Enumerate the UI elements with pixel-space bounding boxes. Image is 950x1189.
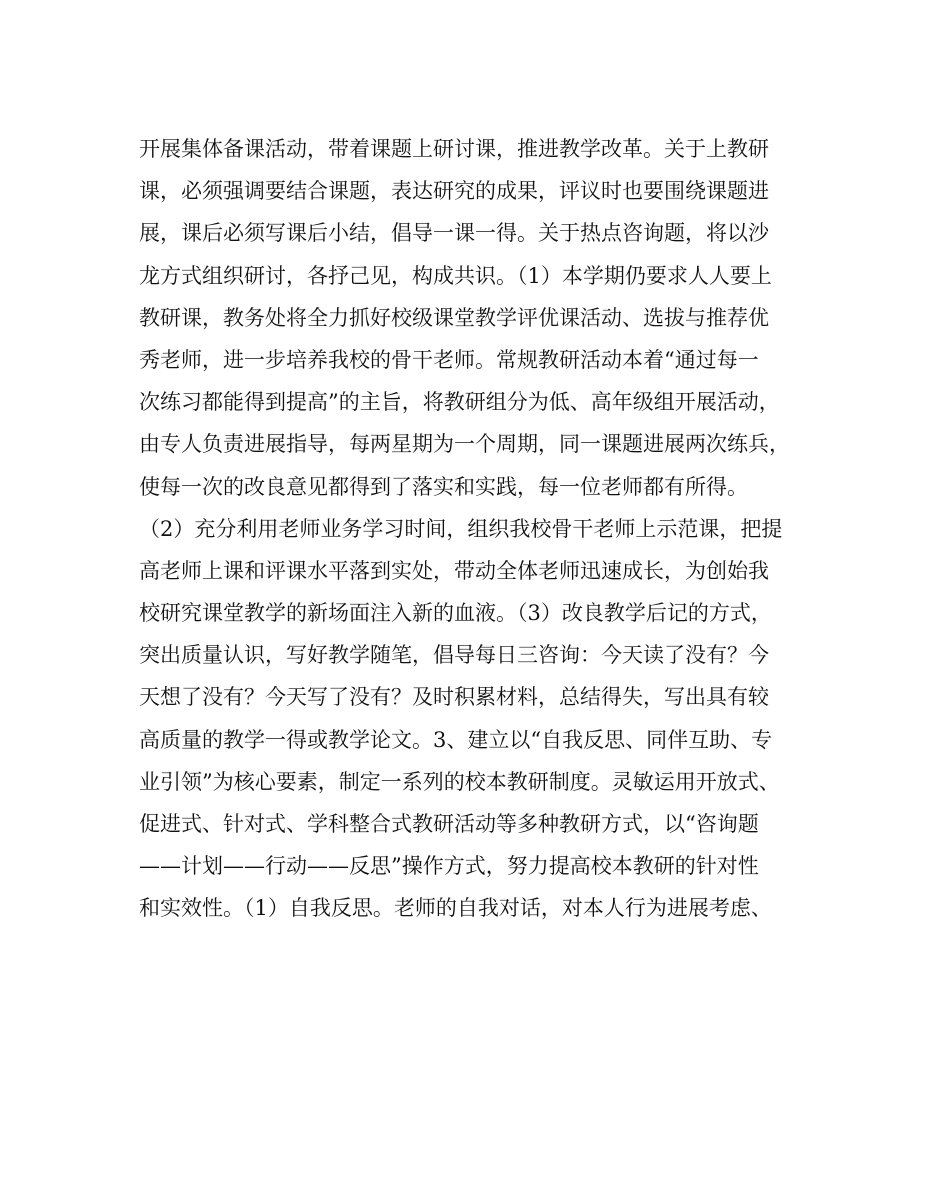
text-line: 校研究课堂教学的新场面注入新的血液。（3）改良教学后记的方式， [139,601,772,626]
text-line: 使每一次的改良意见都得到了落实和实践，每一位老师都有所得。 [139,474,748,499]
text-line: 秀老师，进一步培养我校的骨干老师。常规教研活动本着“通过每一 [139,347,759,372]
text-line: 课，必须强调要结合课题，表达研究的成果，评议时也要围绕课题进 [139,179,769,204]
text-line: 天想了没有？今天写了没有？及时积累材料，总结得失，写出具有较 [139,685,769,710]
text-line: 高老师上课和评课水平落到实处，带动全体老师迅速成长，为创始我 [139,558,769,583]
text-line: ——计划——行动——反思”操作方式，努力提高校本教研的针对性 [139,854,759,879]
text-line: （2）充分利用老师业务学习时间，组织我校骨干老师上示范课，把提 [139,516,783,541]
text-line: 突出质量认识，写好教学随笔，倡导每日三咨询：今天读了没有？今 [139,643,769,668]
text-line: 龙方式组织研讨，各抒己见，构成共识。（1）本学期仍要求人人要上 [139,263,772,288]
text-line: 业引领”为核心要素，制定一系列的校本教研制度。灵敏运用开放式、 [139,769,780,794]
text-line: 高质量的教学一得或教学论文。3、建立以“自我反思、同伴互助、专 [139,727,773,752]
text-line: 教研课，教务处将全力抓好校级课堂教学评优课活动、选拔与推荐优 [139,305,769,330]
text-line: 次练习都能得到提高”的主旨，将教研组分为低、高年级组开展活动， [139,390,780,415]
text-line: 由专人负责进展指导，每两星期为一个周期，同一课题进展两次练兵， [139,432,790,457]
text-line: 促进式、针对式、学科整合式教研活动等多种教研方式，以“咨询题 [139,812,759,836]
text-line: 展，课后必须写课后小结，倡导一课一得。关于热点咨询题，将以沙 [139,221,769,246]
text-line: 开展集体备课活动，带着课题上研讨课，推进教学改革。关于上教研 [139,137,769,161]
body-text [139,128,819,930]
text-line: 和实效性。（1）自我反思。老师的自我对话，对本人行为进展考虑、 [139,896,772,921]
